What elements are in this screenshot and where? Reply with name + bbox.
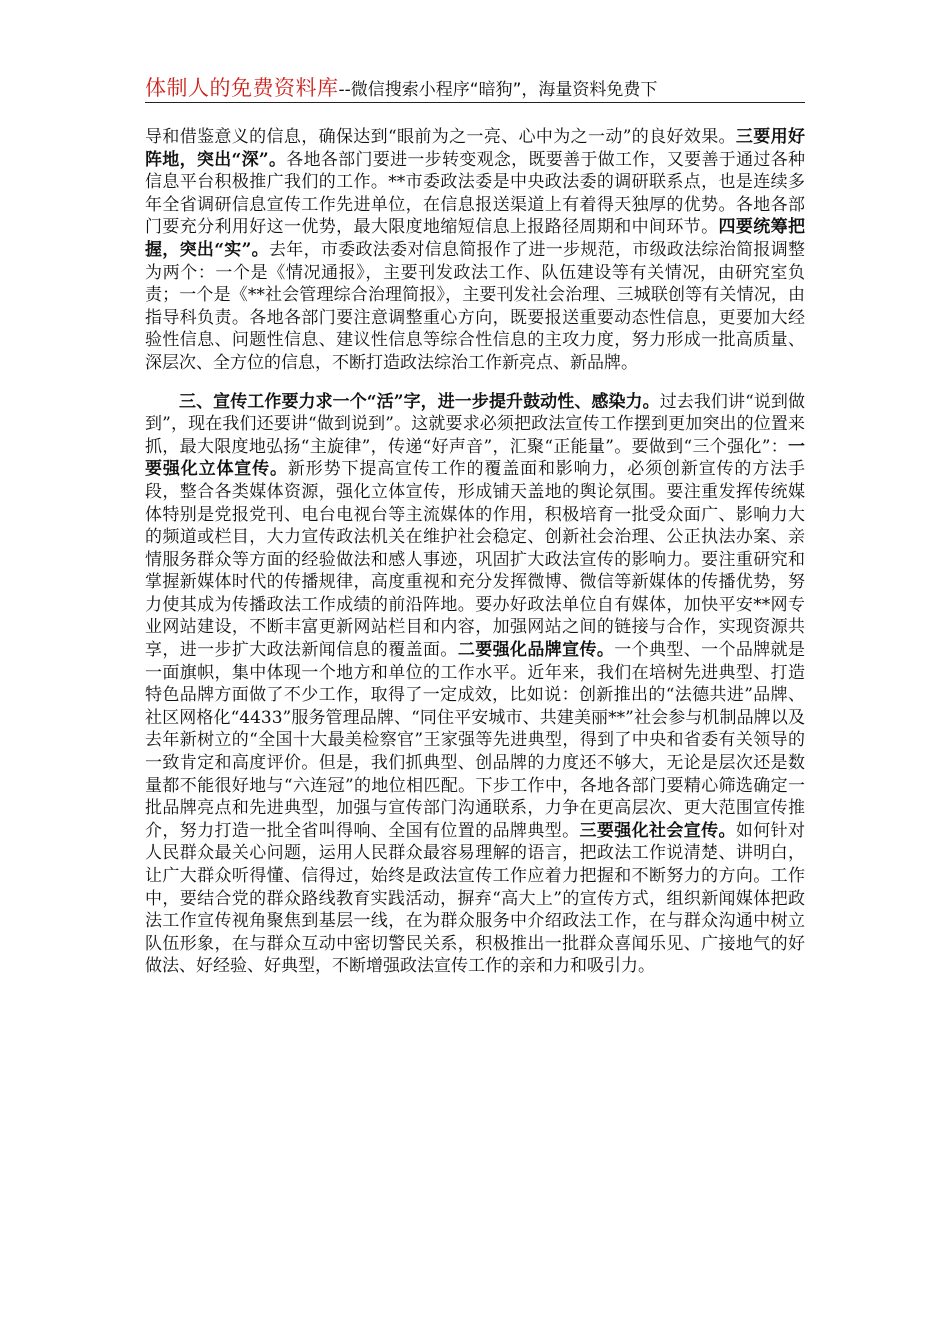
paragraph-text: 如何针对人民群众最关心问题，运用人民群众最容易理解的语言，把政法工作说清楚、讲明白，让广大群众听得懂、信得过，始终是政法宣传工作应着力把握和不断努力的方向。工作中，要结合党的群众路线教育实践活动，摒弃“高大上”的宣传方式，组织新闻媒体把政法工作宣传视角聚焦到基层一线，在为群众服务中介绍政法工作，在与群众沟通中树立队伍形象，在与群众互动中密切警民关系，积极推出一批群众喜闻乐见、广接地气的好做法、好经验、好典型，不断增强政法宣传工作的亲和力和吸引力。 [145, 820, 806, 977]
header-slogan: --微信搜索小程序“暗狗”，海量资料免费下 [338, 80, 658, 100]
subpoint-heading-three: 三要强化社会宣传。 [579, 820, 736, 841]
paragraph-text: 去年，市委政法委对信息简报作了进一步规范，市级政法综治简报调整为两个：一个是《情况通报》，主要刊发政法工作、队伍建设等有关情况，由研究室负责；一个是《**社会管理综合治理简报》，主要刊发社会治理、三城联创等有关情况，由指导科负责。各地各部门要注意调整重心方向，既要报送重要动态性信息，更要加大经验性信息、问题性信息、建议性信息等综合性信息的主攻力度，努力形成一批高质量、深层次、全方位的信息，不断打造政法综治工作新亮点、新品牌。 [145, 239, 805, 373]
point-heading-four: 四要统筹把握，突出“实”。 [145, 217, 806, 260]
paragraph-text: 过去我们讲“说到做到”，现在我们还要讲“做到说到”。这就要求必须把政法宣传工作摆到更加突出的位置来抓，最大限度地弘扬“主旋律”，传递“好声音”，汇聚“正能量”。要做到“三个强化”： [145, 391, 805, 457]
section-heading: 三、宣传工作要力求一个“活”字，进一步提升鼓动性、感染力。 [179, 391, 660, 412]
point-heading-three: 三要用好阵地，突出“深”。 [145, 127, 805, 170]
paragraph-continuation [145, 126, 805, 375]
paragraph-text: 一个典型、一个品牌就是一面旗帜，集中体现一个地方和单位的工作水平。近年来，我们在培树先进典型、打造特色品牌方面做了不少工作，取得了一定成效，比如说：创新推出的“法德共进”品牌、社区网格化“4433”服务管理品牌、“同住平安城市、共建美丽**”社会参与机制品牌以及去年新树立的“全国十大最美检察官”王家强等先进典型，得到了中央和省委有关领导的一致肯定和高度评价。但是，我们抓典型、创品牌的力度还不够大，无论是层次还是数量都不能很好地与“六连冠”的地位相匹配。下步工作中，各地各部门要精心筛选确定一批品牌亮点和先进典型，加强与宣传部门沟通联系，力争在更高层次、更大范围宣传推介，努力打造一批全省叫得响、全国有位置的品牌典型。 [145, 640, 806, 841]
document-body [145, 126, 805, 978]
subpoint-heading-two: 二要强化品牌宣传。 [457, 640, 615, 661]
paragraph-text: 新形势下提高宣传工作的覆盖面和影响力，必须创新宣传的方法手段，整合各类媒体资源，强化立体宣传，形成铺天盖地的舆论氛围。要注重发挥传统媒体特别是党报党刊、电台电视台等主流媒体的作用，积极培育一批受众面广、影响力大的频道或栏目，大力宣传政法机关在维护社会稳定、创新社会治理、公正执法办案、亲情服务群众等方面的经验做法和感人事迹，巩固扩大政法宣传的影响力。要注重研究和掌握新媒体时代的传播规律，高度重视和充分发挥微博、微信等新媒体的传播优势，努力使其成为传播政法工作成绩的前沿阵地。要办好政法单位自有媒体，加快平安**网专业网站建设，不断丰富更新网站栏目和内容，加强网站之间的链接与合作，实现资源共享，进一步扩大政法新闻信息的覆盖面。 [145, 459, 806, 661]
subpoint-heading-one: 一要强化立体宣传。 [145, 436, 805, 480]
paragraph-text: 各地各部门要进一步转变观念，既要善于做工作，又要善于通过各种信息平台积极推广我们的工作。**市委政法委是中央政法委的调研联系点，也是连续多年全省调研信息宣传工作先进单位，在信息报送渠道上有着得天独厚的优势。各地各部门要充分利用好这一优势，最大限度地缩短信息上报路径周期和中间环节。 [145, 149, 805, 238]
header-brand: 体制人的免费资料库 [145, 76, 339, 100]
section-three-paragraph [145, 391, 805, 978]
page-header [145, 72, 805, 103]
paragraph-text: 导和借鉴意义的信息，确保达到“眼前为之一亮、心中为之一动”的良好效果。 [145, 127, 736, 147]
